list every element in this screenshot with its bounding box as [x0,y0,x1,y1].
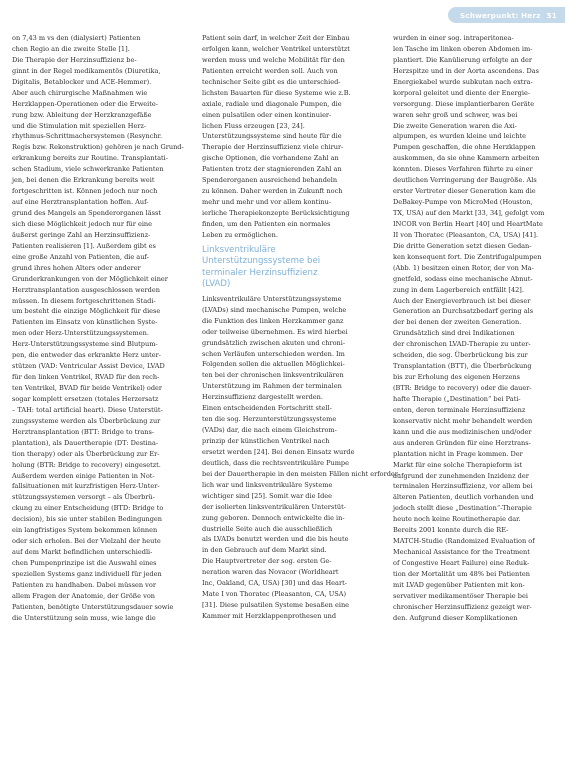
text-line: ersetzt werden [24]. Bei denen Einsatz wurde [202,447,355,456]
text-line: Therapie der Herzinsuffizienz viele chirur- [202,143,344,152]
text-line: stützungssystemen versorgt – als Überbrü- [12,493,155,502]
text-line: Linksventrikuläre Unterstützungssysteme [202,294,342,303]
text-line: Grunderkrankungen von der Möglichkeit einer [12,274,168,283]
text-line: in den Gebrauch auf dem Markt sind. [202,546,327,555]
text-line: chronischer Herzinsuffizienz gezeigt wer- [393,602,532,611]
text-line: Transplantation (BTT), die Überbrückung [393,362,532,371]
text-line: ten die sog. Herzunterstützungssysteme [202,415,337,424]
section-heading-line: Linksventrikuläre [202,244,276,255]
text-line: ierliche Therapiekonzepte Berücksichtigung [202,209,350,217]
running-head [448,7,565,23]
text-line: DeBakey-Pumpe von MicroMed (Houston, [393,198,533,207]
text-line: men oder Herz-Unterstützungssystemen. [12,329,149,338]
text-line: finden, um den Patienten ein normales [202,219,331,228]
text-line: Digitalis, Betablocker und ACE-Hemmer). [12,77,152,86]
text-line: MATCH-Studie (Randomized Evaluation of [393,537,535,546]
text-line: werden muss und welche Mobilität für den [202,55,345,64]
text-line: Patienten im Einsatz von künstlichen Syste- [12,318,158,327]
text-line: allem Fragen der Anatomie, der Größe von [12,591,155,600]
text-line: Die Therapie der Herzinsuffizienz be- [12,55,137,64]
section-heading-line: Unterstützungssysteme bei [202,256,321,267]
text-line: chen Regio an die zweite Stelle [1]. [12,44,130,53]
text-line: kann und die aus medizinischen und/oder [393,427,532,436]
text-line: bis zur Erholung des eigenen Herzens [393,373,521,382]
text-line: mit LVAD gegenüber Patienten mit kon- [393,580,525,589]
text-line: Herz-Unterstützungssysteme sind Blutpum- [12,340,158,349]
text-line: aufgrund der zunehmenden Inzidenz der [393,471,529,480]
text-line: Unterstützung im Rahmen der terminalen [202,382,342,391]
text-line: äußerst geringe Zahl an Herzinsuffizienz- [12,230,151,239]
text-line: (Abb. 1) besitzen einen Rotor, der von Ma- [393,263,534,272]
text-line: plantation), als Dauertherapie (DT: Destina- [12,438,159,447]
text-line: neration waren das Novacor (Worldheart [202,568,339,577]
text-line: plantation nicht in Frage kommen. Der [393,449,523,458]
text-line: Patienten realisieren [1]. Außerdem gibt es [12,241,156,250]
text-line: len Tasche im linken oberen Abdomen im- [393,44,533,53]
text-line: versorgung. Diese implantierbaren Geräte [393,99,535,108]
text-line: sogar komplett ersetzen (totales Herzersatz [12,394,159,403]
text-line: aus anderen Gründen für eine Herztrans- [393,438,531,447]
text-line: Bereits 2001 konnte durch die RE- [393,526,509,535]
text-line: lich war und linksventrikuläre Systeme [202,480,333,489]
text-line: waren sehr groß und schwer, was bei [393,110,518,119]
text-line: oder teilweise übernehmen. Es wird hierbei [202,327,348,336]
text-line: Aber auch chirurgische Maßnahmen wie [12,88,148,97]
text-line: deutlichen Verringerung der Baugröße. Als [393,176,537,185]
text-line: (BTR: Bridge to recovery) oder die dauer- [393,384,532,392]
text-line: konservativ nicht mehr behandelt werden [393,416,533,425]
text-line: fortgeschritten ist. Können jedoch nur noch [12,187,158,196]
text-line: erster Vertreter dieser Generation kam die [393,187,536,196]
text-line: den. Aufgrund dieser Komplikationen [393,613,518,622]
text-line: TX, USA) auf den Markt [33, 34], gefolgt vom [393,209,545,217]
text-line: gische Optionen, die vorhandene Zahl an [202,154,339,163]
text-line: zu können. Daher werden in Zukunft noch [202,187,343,196]
text-line: dustrielle Seite auch die ausschließlich [202,524,333,533]
text-line: als LVADs benutzt werden und die bis heute [202,535,349,544]
text-line: die Funktion des linken Herzkammer ganz [202,316,344,325]
text-line: enten, deren terminale Herzinsuffizienz [393,405,526,414]
text-line: chen Pumpenprinzipe ist die Auswahl eines [12,559,157,567]
text-line: einen pulsatilen oder einen kontinuier- [202,110,332,119]
text-column-3 [393,33,561,624]
text-line: Auch der Energieverbrauch ist bei dieser [393,296,531,305]
text-line: Pumpen geschaffen, die ohne Herzklappen [393,143,536,152]
text-line: (VADs) dar, die nach einem Gleichstrom- [202,426,337,435]
text-line: heute noch keine Routinetherapie dar. [393,515,521,524]
text-line: fallsituationen mit kurzfristigen Herz-Unter- [12,482,160,491]
text-line: Herzspitze und in der Aorta ascendens. Das [393,66,539,75]
text-line: holung (BTR: Bridge to recovery) eingesetzt. [12,460,161,469]
text-line: um besteht die einzige Möglichkeit für diese [12,307,161,316]
text-line: II von Thoratec (Pleasanton, CA, USA) [41]. [393,230,539,239]
text-line: grund ihres hohen Alters oder anderer [12,263,141,272]
text-line: Unterstützungssysteme sind heute für die [202,132,342,141]
text-line: lichsten Bauarten für diese Systeme wie z.B. [202,88,351,97]
text-line: scheiden, die sog. Überbrückung bis zur [393,351,528,360]
text-line: speziellen Systems ganz individuell für jeden [12,569,162,578]
text-line: Herzklappen-Operationen oder die Erweite- [12,99,158,108]
text-line: jedoch stellt diese „Destination“-Therapie [393,504,532,513]
text-line: auf eine Herztransplantation hoffen. Auf- [12,198,149,207]
text-line: hafte Therapie („Destination“ bei Pati- [393,394,521,403]
text-line: gnetfeld, sodass eine mechanische Abnut- [393,274,533,283]
text-line: Herzinsuffizienz dargestellt werden. [202,393,323,402]
text-line: erkrankung bereits zur Routine. Transplantati- [12,154,168,163]
text-column-1 [12,33,184,624]
text-line: Herztransplantation ausgeschlossen werden [12,285,160,294]
text-line: erfolgen kann, welcher Ventrikel unterstützt [202,44,350,53]
text-line: prinzip der künstlichen Ventrikel nach [202,437,330,445]
text-line: of Congestive Heart Failure) eine Reduk- [393,559,530,567]
text-line: pen, die entweder das erkrankte Herz unter- [12,351,161,360]
text-line: bei der Dauertherapie in den meisten Fällen nicht erforder- [202,469,401,478]
text-line: wurden in einer sog. intraperitonea- [393,34,514,42]
text-line: rhythmus-Schrittmachersystemen (Resynchr. [12,132,163,141]
text-line: für den linken Ventrikel, RVAD für den rech- [12,373,160,382]
section-heading-line: (LVAD) [202,279,231,290]
text-line: die Unterstützung sein muss, wie lange die [12,613,156,622]
text-line: Kammer mit Herzklappenprothesen und [202,612,337,620]
text-line: INCOR von Berlin Heart [40] und HeartMate [393,219,543,228]
text-line: jen, bei denen die Erkrankung bereits weit [12,176,155,185]
text-line: plantiert. Die Kanülierung erfolgte an der [393,55,532,64]
text-line: Folgenden sollen die aktuellen Möglichkei- [202,360,345,369]
text-line: Patienten, benötigte Unterstützungsdauer sowie [12,602,174,611]
text-line: Energiekabel wurde subkutan nach extra- [393,77,533,86]
text-line: müssen. In diesem fortgeschrittenen Stadi- [12,296,156,305]
text-line: Leben zu ermöglichen. [202,230,278,239]
text-line: und die Stimulation mit speziellen Herz- [12,121,147,130]
text-line: axiale, radiale und diagonale Pumpen, die [202,99,342,108]
text-line: grund des Mangels an Spenderorganen lässt [12,209,162,217]
text-line: sich diese Möglichkeit jedoch nur für eine [12,219,153,228]
text-line: Mechanical Assistance for the Treatment [393,548,530,557]
text-line: auskommen, da sie ohne Kammern arbeiten [393,154,540,163]
text-line: ckung zu einer Entscheidung (BTD: Bridge to [12,504,164,513]
text-line: servativer medikamentöser Therapie bei [393,591,528,600]
text-line: alpumpen, es wurden kleine und leichte [393,132,527,141]
text-line: der bei denen der zweiten Generation. [393,318,522,327]
text-line: Patienten erreicht werden soll. Auch von [202,66,338,75]
text-line: wichtiger sind [25]. Somit war die Idee [202,491,333,500]
text-line: zung geboren. Dennoch entwickelte die in- [202,513,345,522]
text-line: tion therapy) oder als Überbrückung zur Er- [12,449,160,458]
text-column-2 [202,33,401,622]
text-line: Spenderorganen ausreichend behandeln [202,176,338,185]
text-line: Patienten zu handhaben. Dabei müssen vor [12,580,156,589]
text-line: zungssysteme werden als Überbrückung zur [12,416,161,425]
text-line: Einen entscheidenden Fortschritt stell- [202,404,332,413]
text-line: ken konsequent fort. Die Zentrifugalpumpen [393,252,542,261]
text-line: ginnt in der Regel medikamentös (Diuretika, [12,66,161,75]
text-line: tion der Mortalität um 48% bei Patienten [393,569,530,578]
text-line: mehr und mehr und vor allem kontinu- [202,198,332,207]
text-line: decision), bis sie unter stabilen Bedingungen [12,515,162,524]
text-line: rung bzw. Ableitung der Herzkranzgefäße [12,110,152,119]
page-number: 51 [546,10,557,20]
text-line: Die Hauptvertreter der sog. ersten Ge- [202,557,332,566]
text-line: deutlich, dass die rechtsventrikuläre Pumpe [202,458,349,467]
text-line: (LVADs) sind mechanische Pumpen, welche [202,305,347,314]
text-line: der chronischen LVAD-Therapie zu unter- [393,340,531,349]
text-line: ten Ventrikel, BVAD für beide Ventrikel) oder [12,384,163,392]
text-line: on 7,43 m vs den (dialysiert) Patienten [12,34,141,42]
text-line: Grundsätzlich sind drei Indikationen [393,329,515,338]
text-line: Markt für eine solche Therapieform ist [393,460,523,469]
text-line: schen Stadium, viele schwerkranke Patienten [12,165,164,174]
text-line: technischer Seite gibt es die unterschied- [202,77,341,86]
text-line: zung in dem Lagerbereich entfällt [42]. [393,285,524,294]
text-line: auf dem Markt befindlichen unterschiedli- [12,548,153,557]
text-line: Generation an Durchsatzbedarf gering als [393,307,534,316]
text-line: Regis bzw. Rekonstruktion) gehören je nach Grund- [12,143,184,152]
text-line: Patienten trotz der stagnierenden Zahl an [202,165,342,174]
text-line: grundsätzlich zwischen akuten und chroni- [202,338,346,347]
page-header [0,0,577,30]
text-line: Außerdem werden einige Patienten in Not- [12,471,155,480]
text-line: eine große Anzahl von Patienten, die auf- [12,252,149,261]
text-line: Die zweite Generation waren die Axi- [393,121,517,130]
text-line: oder sich erholen. Bei der Vielzahl der heute [12,537,161,546]
text-line: ten bei der chronischen linksventrikulären [202,371,344,380]
text-line: Die dritte Generation setzt diesen Gedan- [393,241,532,250]
text-line: Patient sein darf, in welcher Zeit der Einbau [202,34,350,42]
running-head-title: Schwerpunkt: Herz [459,10,541,20]
text-line: terminalen Herzinsuffizienz, vor allem bei [393,482,533,491]
text-line: Herztransplantation (BTT: Bridge to trans- [12,427,155,436]
section-heading [202,245,370,291]
text-line: ein langfristiges System bekommen können [12,526,158,535]
text-line: lichen Fluss erzeugen [23, 24]. [202,121,305,130]
text-line: stützen (VAD: Ventricular Assist Device, LVAD [12,362,165,371]
text-line: konnten. Dieses Verfahren führte zu einer [393,165,533,174]
text-line: älteren Patienten, deutlich vorhanden und [393,493,534,502]
text-line: der isolierten linksventrikulären Unterstüt- [202,502,346,511]
text-line: Mate I von Thoratec (Pleasanton, CA, USA) [202,590,347,599]
text-line: schen Verläufen unterschieden werden. Im [202,349,345,358]
text-line: Inc, Oakland, CA, USA) [30] und das Heart- [202,579,347,588]
section-heading-line: terminaler Herzinsuffizienz [202,267,318,278]
text-line: [31]. Diese pulsatilen Systeme besaßen eine [202,601,350,610]
text-line: korporal geleitet und diente der Energie- [393,88,531,97]
text-line: – TAH: total artificial heart). Diese Unterstüt- [12,405,163,414]
